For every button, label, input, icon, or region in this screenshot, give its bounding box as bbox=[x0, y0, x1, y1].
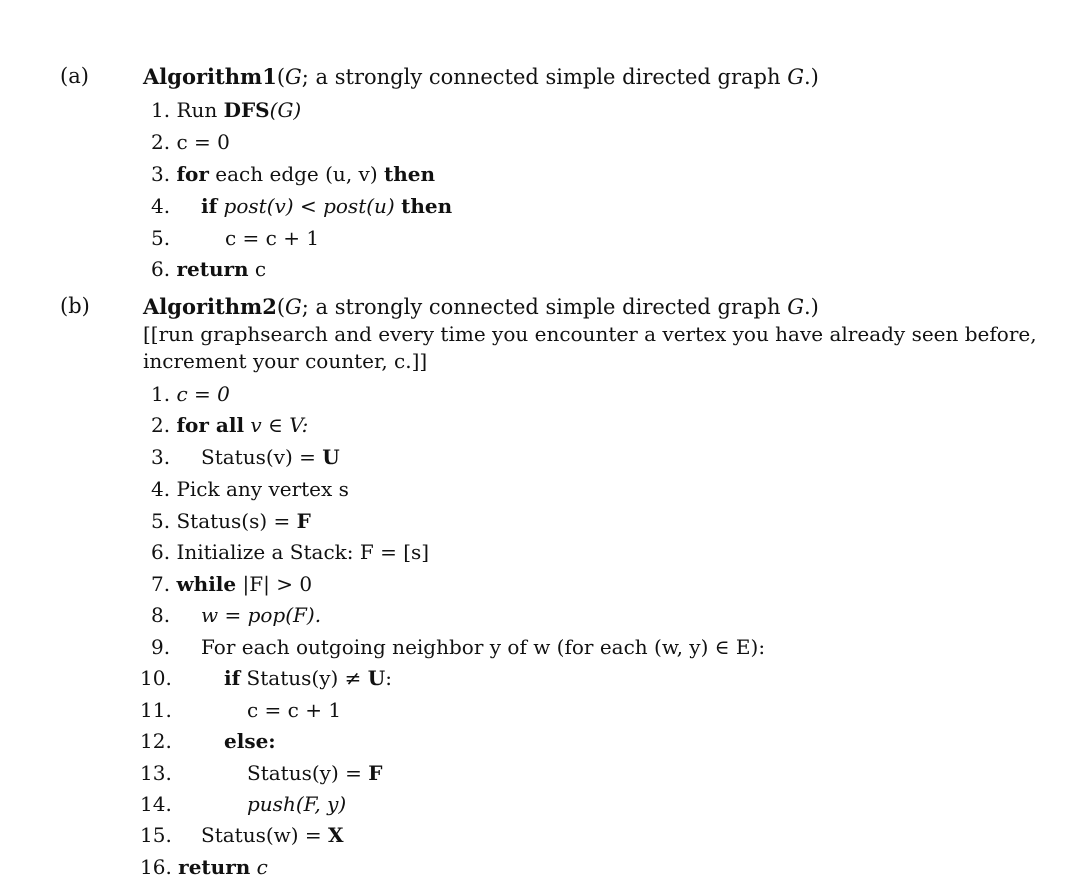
algorithm1-title: Algorithm1(G; a strongly connected simple directed graph G.) bbox=[143, 64, 819, 89]
algorithm2-title: Algorithm2(G; a strongly connected simple directed graph G.) bbox=[143, 294, 819, 319]
b-line-11: 11. c = c + 1 bbox=[140, 698, 342, 722]
a-line-3: 3. for each edge (u, v) then bbox=[151, 162, 436, 186]
b-line-9: 9. For each outgoing neighbor y of w (for each (w, y) ∈ E): bbox=[151, 635, 766, 659]
b-line-3: 3. Status(v) = U bbox=[151, 445, 340, 469]
b-line-1: 1. c = 0 bbox=[151, 382, 230, 406]
a-line-5: 5. c = c + 1 bbox=[151, 226, 320, 250]
a-line-2: 2. c = 0 bbox=[151, 130, 230, 154]
b-line-5: 5. Status(s) = F bbox=[151, 509, 311, 533]
algorithm2-note-line-1: [[run graphsearch and every time you encounter a vertex you have already seen before, bbox=[143, 322, 1037, 346]
b-line-4: 4. Pick any vertex s bbox=[151, 477, 349, 501]
a-line-1: 1. Run DFS(G) bbox=[151, 98, 302, 122]
b-line-8: 8. w = pop(F). bbox=[151, 603, 322, 627]
part-a-label: (a) bbox=[60, 64, 89, 88]
algorithm1-name: Algorithm1 bbox=[143, 64, 277, 89]
b-line-14: 14. push(F, y) bbox=[140, 792, 347, 816]
a-line-4: 4. if post(v) < post(u) then bbox=[151, 194, 453, 218]
algorithm2-note-line-2: increment your counter, c.]] bbox=[143, 349, 428, 373]
b-line-13: 13. Status(y) = F bbox=[140, 761, 383, 785]
b-line-2: 2. for all v ∈ V: bbox=[151, 413, 309, 437]
b-line-16: 16. return c bbox=[140, 855, 268, 879]
b-line-6: 6. Initialize a Stack: F = [s] bbox=[151, 540, 430, 564]
a-line-6: 6. return c bbox=[151, 257, 267, 281]
b-line-10: 10. if Status(y) ≠ U: bbox=[140, 666, 392, 690]
b-line-15: 15. Status(w) = X bbox=[140, 823, 344, 847]
b-line-12: 12. else: bbox=[140, 729, 276, 753]
b-line-7: 7. while |F| > 0 bbox=[151, 572, 313, 596]
part-b-label: (b) bbox=[60, 294, 90, 318]
algorithm2-name: Algorithm2 bbox=[143, 294, 277, 319]
